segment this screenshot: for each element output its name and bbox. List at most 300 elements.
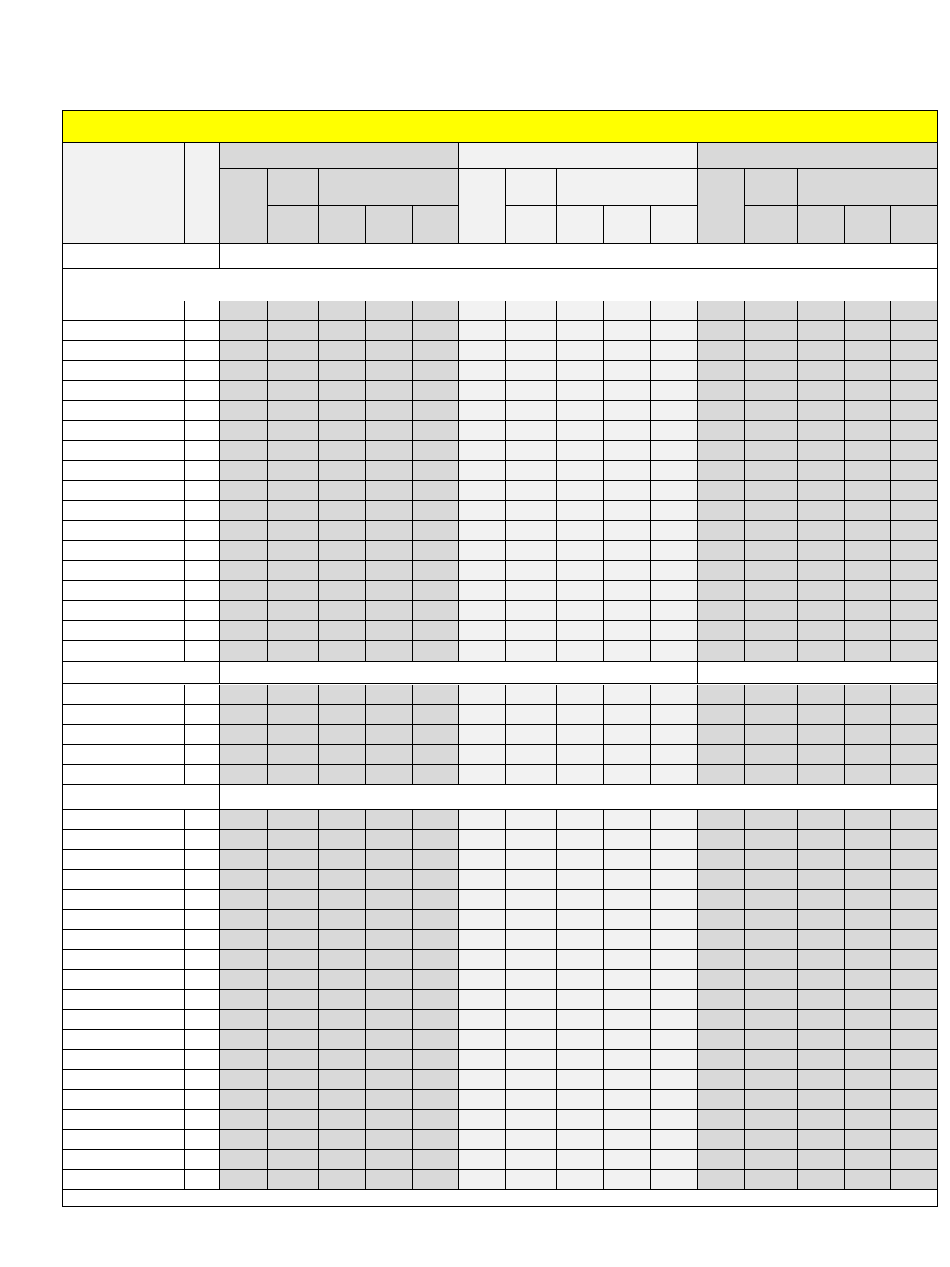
row-unit-cell bbox=[185, 521, 220, 541]
footer-row bbox=[62, 1190, 938, 1207]
data-cell bbox=[268, 685, 319, 705]
data-cell bbox=[651, 745, 698, 765]
data-cell bbox=[891, 1090, 938, 1110]
row-unit-cell bbox=[185, 970, 220, 990]
data-cell bbox=[459, 441, 506, 461]
data-cell bbox=[319, 321, 366, 341]
row-label-cell bbox=[62, 685, 185, 705]
data-cell bbox=[220, 685, 268, 705]
data-cell bbox=[798, 481, 845, 501]
data-cell bbox=[891, 321, 938, 341]
data-cell bbox=[506, 521, 557, 541]
data-cell bbox=[220, 1130, 268, 1150]
data-cell bbox=[220, 725, 268, 745]
data-cell bbox=[651, 481, 698, 501]
data-cell bbox=[459, 421, 506, 441]
data-cell bbox=[506, 1070, 557, 1090]
data-cell bbox=[366, 361, 413, 381]
data-cell bbox=[459, 581, 506, 601]
data-cell bbox=[845, 461, 891, 481]
data-cell bbox=[798, 990, 845, 1010]
data-cell bbox=[745, 1030, 798, 1050]
data-cell bbox=[698, 1130, 745, 1150]
data-cell bbox=[506, 970, 557, 990]
data-cell bbox=[366, 381, 413, 401]
data-cell bbox=[366, 461, 413, 481]
data-cell bbox=[698, 745, 745, 765]
data-cell bbox=[745, 301, 798, 321]
data-cell bbox=[459, 1090, 506, 1110]
data-cell bbox=[319, 910, 366, 930]
data-cell bbox=[413, 541, 459, 561]
data-cell bbox=[745, 501, 798, 521]
data-cell bbox=[845, 301, 891, 321]
data-cell bbox=[506, 1050, 557, 1070]
data-cell bbox=[891, 581, 938, 601]
data-cell bbox=[319, 521, 366, 541]
data-cell bbox=[459, 910, 506, 930]
data-cell bbox=[604, 321, 651, 341]
data-cell bbox=[845, 1010, 891, 1030]
section-label bbox=[62, 662, 220, 684]
data-cell bbox=[268, 910, 319, 930]
data-cell bbox=[268, 970, 319, 990]
header-sub-cell bbox=[557, 206, 604, 244]
row-unit-cell bbox=[185, 601, 220, 621]
row-unit-cell bbox=[185, 461, 220, 481]
data-cell bbox=[798, 930, 845, 950]
data-cell bbox=[268, 1070, 319, 1090]
data-cell bbox=[366, 621, 413, 641]
data-cell bbox=[845, 501, 891, 521]
data-cell bbox=[413, 581, 459, 601]
data-cell bbox=[745, 441, 798, 461]
data-cell bbox=[798, 441, 845, 461]
data-cell bbox=[557, 461, 604, 481]
data-cell bbox=[891, 830, 938, 850]
section-banner bbox=[220, 785, 938, 810]
data-cell bbox=[220, 441, 268, 461]
data-cell bbox=[651, 870, 698, 890]
data-cell bbox=[413, 1030, 459, 1050]
data-cell bbox=[745, 1070, 798, 1090]
data-cell bbox=[413, 970, 459, 990]
data-cell bbox=[604, 541, 651, 561]
data-cell bbox=[798, 970, 845, 990]
data-cell bbox=[651, 990, 698, 1010]
data-cell bbox=[745, 765, 798, 785]
data-cell bbox=[891, 381, 938, 401]
data-cell bbox=[366, 765, 413, 785]
data-cell bbox=[798, 561, 845, 581]
row-unit-cell bbox=[185, 1150, 220, 1170]
data-cell bbox=[745, 705, 798, 725]
data-cell bbox=[268, 725, 319, 745]
data-cell bbox=[604, 745, 651, 765]
row-unit-cell bbox=[185, 830, 220, 850]
data-cell bbox=[698, 441, 745, 461]
row-unit-cell bbox=[185, 1130, 220, 1150]
data-cell bbox=[220, 910, 268, 930]
row-unit-cell bbox=[185, 501, 220, 521]
data-cell bbox=[506, 441, 557, 461]
data-cell bbox=[845, 541, 891, 561]
data-cell bbox=[413, 461, 459, 481]
row-unit-cell bbox=[185, 725, 220, 745]
data-cell bbox=[319, 561, 366, 581]
data-cell bbox=[366, 870, 413, 890]
row-unit-cell bbox=[185, 1010, 220, 1030]
data-cell bbox=[268, 745, 319, 765]
data-cell bbox=[745, 341, 798, 361]
data-cell bbox=[891, 441, 938, 461]
data-cell bbox=[891, 930, 938, 950]
data-cell bbox=[319, 301, 366, 321]
row-unit-cell bbox=[185, 685, 220, 705]
data-cell bbox=[798, 581, 845, 601]
header-group-col-a bbox=[220, 169, 268, 244]
data-cell bbox=[798, 850, 845, 870]
data-cell bbox=[366, 601, 413, 621]
data-cell bbox=[366, 725, 413, 745]
data-cell bbox=[798, 1110, 845, 1130]
data-cell bbox=[845, 341, 891, 361]
data-cell bbox=[845, 1110, 891, 1130]
data-cell bbox=[506, 461, 557, 481]
data-cell bbox=[651, 765, 698, 785]
data-cell bbox=[557, 1170, 604, 1190]
data-cell bbox=[557, 441, 604, 461]
data-cell bbox=[651, 501, 698, 521]
data-cell bbox=[413, 1010, 459, 1030]
data-cell bbox=[891, 1070, 938, 1090]
data-cell bbox=[745, 890, 798, 910]
data-cell bbox=[845, 970, 891, 990]
data-cell bbox=[745, 461, 798, 481]
data-cell bbox=[698, 705, 745, 725]
data-cell bbox=[798, 321, 845, 341]
data-cell bbox=[413, 850, 459, 870]
header-sub-cell bbox=[845, 206, 891, 244]
data-cell bbox=[798, 341, 845, 361]
row-unit-cell bbox=[185, 990, 220, 1010]
data-cell bbox=[459, 810, 506, 830]
row-unit-cell bbox=[185, 1090, 220, 1110]
data-cell bbox=[459, 850, 506, 870]
data-cell bbox=[651, 421, 698, 441]
data-cell bbox=[268, 581, 319, 601]
data-cell bbox=[366, 441, 413, 461]
data-cell bbox=[891, 1150, 938, 1170]
data-cell bbox=[891, 890, 938, 910]
data-cell bbox=[557, 1070, 604, 1090]
data-cell bbox=[651, 1010, 698, 1030]
data-cell bbox=[366, 890, 413, 910]
data-cell bbox=[604, 1050, 651, 1070]
data-cell bbox=[268, 950, 319, 970]
row-unit-cell bbox=[185, 441, 220, 461]
data-cell bbox=[220, 1090, 268, 1110]
data-cell bbox=[366, 421, 413, 441]
data-cell bbox=[220, 461, 268, 481]
data-cell bbox=[459, 1070, 506, 1090]
row-label-cell bbox=[62, 481, 185, 501]
row-label-cell bbox=[62, 765, 185, 785]
data-cell bbox=[319, 870, 366, 890]
data-cell bbox=[698, 541, 745, 561]
row-label-cell bbox=[62, 361, 185, 381]
data-cell bbox=[506, 765, 557, 785]
data-cell bbox=[220, 361, 268, 381]
data-cell bbox=[319, 461, 366, 481]
data-cell bbox=[506, 890, 557, 910]
data-cell bbox=[745, 1090, 798, 1110]
data-cell bbox=[506, 910, 557, 930]
header-group-name bbox=[220, 143, 459, 169]
data-cell bbox=[604, 725, 651, 745]
row-unit-cell bbox=[185, 581, 220, 601]
row-label-cell bbox=[62, 1130, 185, 1150]
data-cell bbox=[268, 361, 319, 381]
data-cell bbox=[268, 890, 319, 910]
header-sub-cell bbox=[745, 206, 798, 244]
data-cell bbox=[557, 930, 604, 950]
data-cell bbox=[604, 581, 651, 601]
row-unit-cell bbox=[185, 810, 220, 830]
data-cell bbox=[220, 1010, 268, 1030]
data-cell bbox=[604, 641, 651, 662]
row-label-cell bbox=[62, 621, 185, 641]
data-cell bbox=[651, 341, 698, 361]
data-cell bbox=[506, 1130, 557, 1150]
section-label bbox=[62, 244, 220, 269]
data-cell bbox=[319, 501, 366, 521]
data-cell bbox=[366, 1070, 413, 1090]
data-cell bbox=[459, 501, 506, 521]
data-cell bbox=[319, 481, 366, 501]
data-cell bbox=[366, 481, 413, 501]
data-cell bbox=[319, 581, 366, 601]
data-cell bbox=[651, 830, 698, 850]
data-cell bbox=[319, 641, 366, 662]
data-cell bbox=[220, 705, 268, 725]
data-cell bbox=[413, 830, 459, 850]
data-cell bbox=[698, 1150, 745, 1170]
data-cell bbox=[698, 601, 745, 621]
data-cell bbox=[698, 401, 745, 421]
data-cell bbox=[506, 501, 557, 521]
data-cell bbox=[319, 890, 366, 910]
data-cell bbox=[459, 970, 506, 990]
header-subgroup bbox=[798, 169, 938, 206]
data-cell bbox=[459, 1150, 506, 1170]
data-cell bbox=[845, 930, 891, 950]
row-unit-cell bbox=[185, 641, 220, 662]
data-cell bbox=[798, 361, 845, 381]
data-cell bbox=[845, 850, 891, 870]
data-cell bbox=[651, 1150, 698, 1170]
data-cell bbox=[557, 810, 604, 830]
data-cell bbox=[698, 381, 745, 401]
data-cell bbox=[413, 341, 459, 361]
data-cell bbox=[366, 1050, 413, 1070]
row-unit-cell bbox=[185, 541, 220, 561]
row-label-cell bbox=[62, 1090, 185, 1110]
row-label-cell bbox=[62, 1030, 185, 1050]
data-cell bbox=[651, 381, 698, 401]
data-cell bbox=[413, 890, 459, 910]
data-cell bbox=[891, 361, 938, 381]
data-cell bbox=[366, 685, 413, 705]
data-cell bbox=[319, 705, 366, 725]
data-cell bbox=[506, 1170, 557, 1190]
data-cell bbox=[557, 745, 604, 765]
header-unit-column bbox=[185, 143, 220, 244]
data-cell bbox=[845, 1050, 891, 1070]
data-cell bbox=[651, 541, 698, 561]
data-cell bbox=[366, 501, 413, 521]
row-label-cell bbox=[62, 501, 185, 521]
data-cell bbox=[845, 621, 891, 641]
data-cell bbox=[268, 930, 319, 950]
data-cell bbox=[698, 765, 745, 785]
data-cell bbox=[459, 321, 506, 341]
data-cell bbox=[557, 341, 604, 361]
data-cell bbox=[651, 521, 698, 541]
header-sub-cell bbox=[268, 206, 319, 244]
data-cell bbox=[319, 1050, 366, 1070]
data-cell bbox=[413, 765, 459, 785]
row-unit-cell bbox=[185, 705, 220, 725]
data-cell bbox=[698, 341, 745, 361]
data-cell bbox=[745, 745, 798, 765]
data-cell bbox=[798, 641, 845, 662]
data-cell bbox=[745, 521, 798, 541]
data-cell bbox=[891, 990, 938, 1010]
data-cell bbox=[319, 725, 366, 745]
data-cell bbox=[745, 725, 798, 745]
data-cell bbox=[506, 850, 557, 870]
data-cell bbox=[557, 1150, 604, 1170]
header-group-col-b bbox=[268, 169, 319, 206]
data-cell bbox=[220, 501, 268, 521]
data-cell bbox=[557, 990, 604, 1010]
data-cell bbox=[604, 1090, 651, 1110]
data-cell bbox=[413, 685, 459, 705]
data-cell bbox=[459, 990, 506, 1010]
data-cell bbox=[745, 481, 798, 501]
data-cell bbox=[459, 561, 506, 581]
row-label-cell bbox=[62, 401, 185, 421]
row-label-cell bbox=[62, 381, 185, 401]
data-cell bbox=[413, 601, 459, 621]
row-label-cell bbox=[62, 1110, 185, 1130]
data-cell bbox=[698, 1070, 745, 1090]
data-cell bbox=[220, 621, 268, 641]
data-cell bbox=[845, 950, 891, 970]
data-cell bbox=[698, 810, 745, 830]
data-cell bbox=[845, 765, 891, 785]
data-cell bbox=[798, 950, 845, 970]
data-cell bbox=[459, 461, 506, 481]
data-cell bbox=[220, 765, 268, 785]
data-cell bbox=[557, 830, 604, 850]
data-cell bbox=[845, 521, 891, 541]
data-cell bbox=[845, 641, 891, 662]
data-cell bbox=[557, 561, 604, 581]
data-cell bbox=[413, 950, 459, 970]
data-cell bbox=[459, 1030, 506, 1050]
data-cell bbox=[366, 1150, 413, 1170]
data-cell bbox=[459, 361, 506, 381]
data-cell bbox=[745, 990, 798, 1010]
data-cell bbox=[651, 1170, 698, 1190]
data-cell bbox=[319, 421, 366, 441]
data-cell bbox=[459, 870, 506, 890]
row-unit-cell bbox=[185, 870, 220, 890]
row-unit-cell bbox=[185, 481, 220, 501]
data-cell bbox=[891, 421, 938, 441]
data-cell bbox=[891, 521, 938, 541]
data-cell bbox=[845, 441, 891, 461]
row-label-cell bbox=[62, 521, 185, 541]
data-cell bbox=[651, 441, 698, 461]
data-cell bbox=[220, 481, 268, 501]
data-cell bbox=[651, 461, 698, 481]
data-cell bbox=[319, 341, 366, 361]
data-cell bbox=[268, 1030, 319, 1050]
data-cell bbox=[220, 870, 268, 890]
data-cell bbox=[319, 1130, 366, 1150]
header-label-column bbox=[62, 143, 185, 244]
data-cell bbox=[366, 321, 413, 341]
data-cell bbox=[798, 541, 845, 561]
row-label-cell bbox=[62, 341, 185, 361]
data-cell bbox=[798, 601, 845, 621]
data-cell bbox=[459, 685, 506, 705]
data-cell bbox=[651, 561, 698, 581]
data-cell bbox=[651, 970, 698, 990]
data-cell bbox=[319, 990, 366, 1010]
row-unit-cell bbox=[185, 421, 220, 441]
data-cell bbox=[651, 641, 698, 662]
data-cell bbox=[745, 1010, 798, 1030]
row-label-cell bbox=[62, 601, 185, 621]
data-cell bbox=[459, 1010, 506, 1030]
data-cell bbox=[845, 1150, 891, 1170]
data-cell bbox=[745, 361, 798, 381]
data-cell bbox=[506, 621, 557, 641]
data-cell bbox=[366, 950, 413, 970]
data-cell bbox=[506, 1030, 557, 1050]
data-cell bbox=[651, 950, 698, 970]
row-label-cell bbox=[62, 850, 185, 870]
data-cell bbox=[220, 1050, 268, 1070]
data-cell bbox=[268, 461, 319, 481]
data-cell bbox=[798, 725, 845, 745]
data-cell bbox=[698, 321, 745, 341]
data-cell bbox=[557, 421, 604, 441]
row-label-cell bbox=[62, 581, 185, 601]
data-cell bbox=[268, 621, 319, 641]
row-unit-cell bbox=[185, 890, 220, 910]
data-cell bbox=[604, 601, 651, 621]
data-cell bbox=[319, 361, 366, 381]
data-cell bbox=[745, 601, 798, 621]
data-cell bbox=[459, 601, 506, 621]
data-cell bbox=[459, 301, 506, 321]
data-cell bbox=[745, 950, 798, 970]
